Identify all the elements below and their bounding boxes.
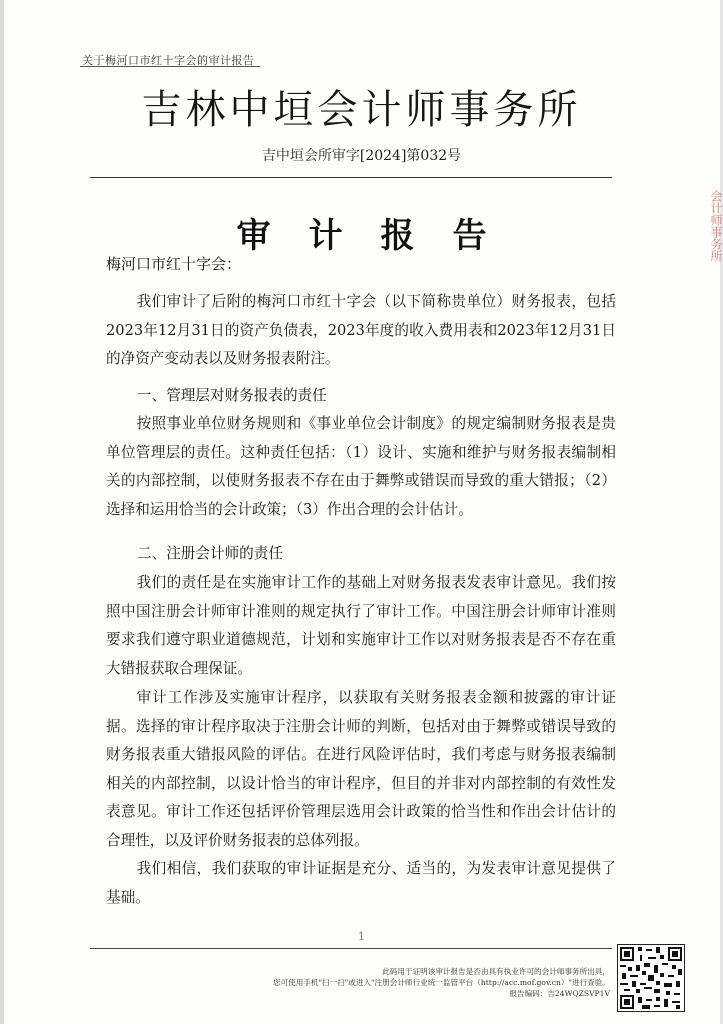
footer-verification-note — [90, 966, 610, 999]
header-divider — [90, 177, 612, 178]
footer-line-2: 您可使用手机"扫一扫"或进入"注册会计师行业统一监管平台（http://acc.mof.gov.cn）"进行查验。 — [272, 978, 610, 987]
page-marker: 1 — [358, 930, 365, 943]
addressee: 梅河口市红十字会： — [106, 255, 242, 273]
firm-name: 吉林中垣会计师事务所 — [141, 87, 582, 133]
footer-line-3: 报告编码：吉24WQZSVP1V — [509, 989, 610, 998]
section-2-paragraph-2: 审计工作涉及实施审计程序，以获取有关财务报表金额和披露的审计证据。选择的审计程序取决于注册会计师的判断，包括对由于舞弊或错误导致的财务报表重大错报风险的评估。在进行风险评估时，我们考虑与财务报表编制相关的内部控制，以设计恰当的审计程序，但目的并非对内部控制的有效性发表意见。审计工作还包括评价管理层选用会计政策的恰当性和作出会计估计的合理性，以及评价财务报表的总体列报。 — [106, 689, 616, 849]
seal-edge-mark: 会计师事务所 — [709, 190, 723, 262]
intro-paragraph: 我们审计了后附的梅河口市红十字会（以下简称贵单位）财务报表，包括2023年12月31日的资产负债表，2023年度的收入费用表和2023年12月31日的净资产变动表以及财务报表附注。 — [106, 293, 616, 367]
footer-line-1: 此码用于证明该审计报告是否由具有执业许可的会计师事务所出具， — [382, 967, 610, 976]
footer-divider — [90, 948, 612, 949]
section-2-heading: 二、注册会计师的责任 — [137, 545, 283, 562]
document-title: 审计报告 — [236, 216, 525, 256]
section-1-paragraph: 按照事业单位财务规则和《事业单位会计制度》的规定编制财务报表是贵单位管理层的责任。这种责任包括：（1）设计、实施和维护与财务报表编制相关的内部控制，以使财务报表不存在由于舞弊或错误而导致的重大错报；（2）选择和运用恰当的会计政策；（3）作出合理的会计估计。 — [106, 415, 616, 518]
header-note: 关于梅河口市红十字会的审计报告 — [82, 54, 255, 67]
report-number: 吉中垣会所审字[2024]第032号 — [261, 148, 462, 164]
qr-code — [617, 944, 685, 1012]
section-2-paragraph-3: 我们相信，我们获取的审计证据是充分、适当的，为发表审计意见提供了基础。 — [106, 860, 616, 906]
qr-code-graphic — [618, 945, 684, 1011]
header-note-underline — [80, 66, 260, 67]
section-1-heading: 一、管理层对财务报表的责任 — [137, 387, 327, 404]
section-2-paragraph-1: 我们的责任是在实施审计工作的基础上对财务报表发表审计意见。我们按照中国注册会计师审计准则的规定执行了审计工作。中国注册会计师审计准则要求我们遵守职业道德规范，计划和实施审计工作以对财务报表是否不存在重大错报获取合理保证。 — [106, 574, 616, 677]
